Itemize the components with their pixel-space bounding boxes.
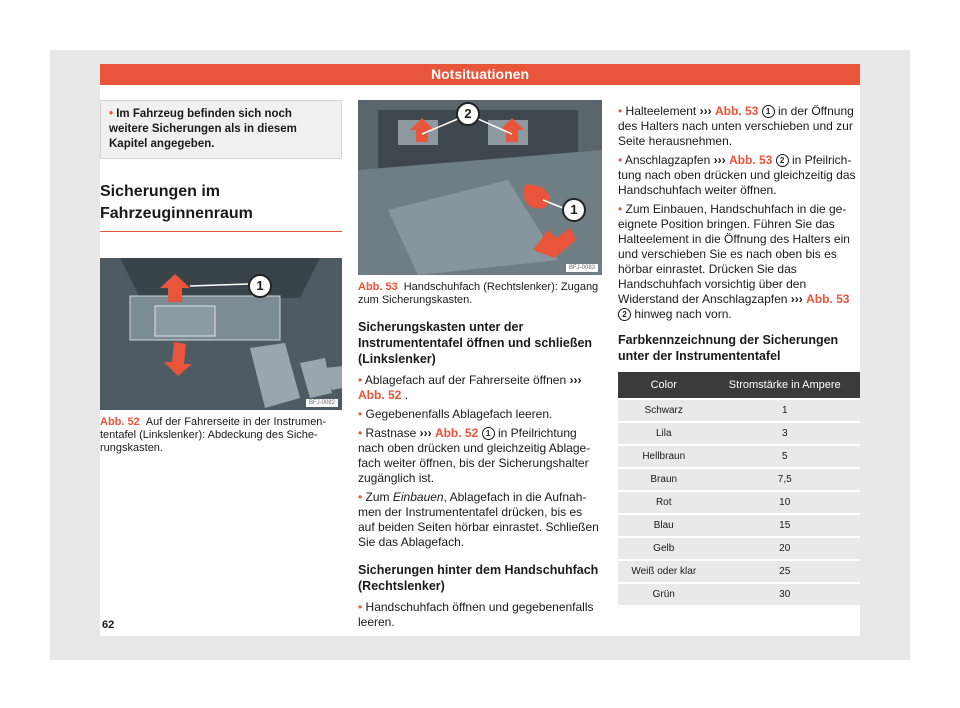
item-emphasis: Einbauen	[392, 490, 444, 504]
bullet: •	[358, 600, 363, 614]
item-text: Zum	[365, 490, 390, 504]
bullet: •	[358, 407, 363, 421]
reference-arrow: ›››	[790, 292, 803, 306]
table-row	[618, 423, 860, 444]
column-right	[618, 100, 860, 607]
subsection-title: Sicherungskasten unter der Instrumententafel öffnen und schließen (Linkslenker)	[358, 320, 593, 366]
callout-number: 1	[482, 427, 495, 440]
list-item	[358, 426, 602, 486]
table-header: Stromstärke in Ampere	[709, 372, 860, 398]
callout-number: 1	[762, 105, 775, 118]
figure-reference-link[interactable]: Abb. 53	[806, 292, 850, 306]
table-row	[618, 561, 860, 582]
list-item	[358, 407, 602, 422]
fuse-color-cell: Hellbraun	[618, 446, 709, 467]
caption-text: Handschuhfach (Rechtslenker): Zugang zum Sicherungskasten.	[358, 281, 599, 306]
figure-reference-link[interactable]: Abb. 52	[358, 388, 402, 402]
reference-arrow: ›››	[713, 153, 726, 167]
instruction-list-lhd	[358, 373, 602, 550]
item-text: in Pfeilrichtung nach oben drücken und gleichzeitig Ablagefach weiter öffnen, bis der Sicherungshalter zugänglich ist.	[358, 426, 591, 485]
table-header: Color	[618, 372, 709, 398]
table-row	[618, 446, 860, 467]
table-row	[618, 515, 860, 536]
bullet: •	[358, 373, 363, 387]
chapter-header: Notsituationen	[100, 64, 860, 85]
item-text: Handschuhfach öffnen und gegebenenfalls leeren.	[358, 600, 594, 629]
figure-52-illustration	[100, 258, 342, 410]
fuse-color-cell: Grün	[618, 584, 709, 605]
bullet: •	[618, 202, 623, 216]
figure-52-caption	[100, 416, 342, 455]
fuse-color-table	[618, 370, 860, 607]
item-text: , Ablagefach in die Aufnahmen der Instrumententafel drücken, bis es auf beiden Seiten hörbar einrastet. Schließen Sie das Ablagefach.	[358, 490, 599, 549]
table-row	[618, 492, 860, 513]
item-text: Ablagefach auf der Fahrerseite öffnen	[364, 373, 567, 387]
column-left	[100, 100, 342, 455]
ampere-cell: 15	[709, 515, 860, 536]
figure-reference-link[interactable]: Abb. 53	[714, 104, 759, 118]
callout-1: 1	[562, 198, 586, 222]
fuse-color-cell: Blau	[618, 515, 709, 536]
ampere-cell: 7,5	[709, 469, 860, 490]
page-number: 62	[102, 619, 115, 631]
callout-number: 2	[776, 154, 789, 167]
item-text: Rastnase	[365, 426, 417, 440]
table-row	[618, 400, 860, 421]
note-box	[100, 100, 342, 159]
list-item	[358, 490, 602, 550]
reference-arrow: ›››	[569, 373, 582, 387]
bullet: •	[358, 490, 363, 504]
figure-53	[358, 100, 602, 275]
figure-53-illustration	[358, 100, 602, 275]
list-item	[618, 104, 860, 149]
note-bullet: •	[109, 108, 114, 120]
ampere-cell: 25	[709, 561, 860, 582]
figure-reference-link[interactable]: Abb. 53	[728, 153, 773, 167]
ampere-cell: 20	[709, 538, 860, 559]
figure-label: Abb. 52	[100, 416, 140, 428]
table-row	[618, 469, 860, 490]
fuse-color-cell: Lila	[618, 423, 709, 444]
reference-arrow: ›››	[419, 426, 432, 440]
ampere-cell: 3	[709, 423, 860, 444]
figure-code: BFJ-0082	[306, 399, 338, 407]
list-item	[618, 202, 860, 322]
bullet: •	[618, 104, 623, 118]
list-item	[358, 373, 602, 403]
item-text: .	[404, 388, 409, 402]
note-text: Im Fahrzeug befinden sich noch weitere Sicherungen als in diesem Kapitel angegeben.	[109, 108, 297, 150]
list-item	[358, 600, 602, 630]
fuse-color-cell: Rot	[618, 492, 709, 513]
fuse-color-cell: Weiß oder klar	[618, 561, 709, 582]
list-item	[618, 153, 860, 198]
callout-1: 1	[248, 274, 272, 298]
item-text: Gegebenenfalls Ablagefach leeren.	[365, 407, 553, 421]
item-text: Zum Einbauen, Handschuhfach in die geeignete Position bringen. Führen Sie das Halteelement in die Öffnung des Halters ein und verschieben Sie es nach oben bis es hörbar einrastet. Drücken Sie das Handschuhfach vorsichtig über den Widerstand der Anschlagzapfen	[618, 202, 850, 306]
figure-53-caption	[358, 281, 602, 307]
figure-52	[100, 258, 342, 410]
callout-number: 2	[618, 308, 631, 321]
reference-arrow: ›››	[699, 104, 712, 118]
instruction-list-rhd-continued	[618, 104, 860, 322]
subsection-title: Sicherungen hinter dem Handschuhfach (Rechtslenker)	[358, 563, 599, 593]
table-row	[618, 584, 860, 605]
fuse-color-cell: Schwarz	[618, 400, 709, 421]
item-text: in Pfeilrichtung nach oben drücken und gleichzeitig das Handschuhfach weiter öffnen.	[618, 153, 856, 197]
fuse-color-cell: Braun	[618, 469, 709, 490]
item-text: hinweg nach vorn.	[634, 307, 732, 321]
item-text: Halteelement	[625, 104, 697, 118]
table-title: Farbkennzeichnung der Sicherungen unter der Instrumententafel	[618, 333, 839, 363]
bullet: •	[358, 426, 363, 440]
item-text: Anschlagzapfen	[624, 153, 711, 167]
column-middle	[358, 100, 602, 634]
ampere-cell: 5	[709, 446, 860, 467]
section-title: Sicherungen im Fahrzeuginnenraum	[100, 181, 342, 232]
caption-text: Auf der Fahrerseite in der Instrumententafel (Linkslenker): Abdeckung des Sicherungskasten.	[100, 416, 327, 454]
figure-reference-link[interactable]: Abb. 52	[434, 426, 479, 440]
instruction-list-rhd	[358, 600, 602, 630]
ampere-cell: 30	[709, 584, 860, 605]
figure-label: Abb. 53	[358, 281, 398, 293]
figure-code: BFJ-0083	[566, 264, 598, 272]
item-text: in der Öffnung des Halters nach unten verschieben und zur Seite herausnehmen.	[618, 104, 854, 148]
ampere-cell: 10	[709, 492, 860, 513]
callout-2: 2	[456, 102, 480, 126]
fuse-color-cell: Gelb	[618, 538, 709, 559]
ampere-cell: 1	[709, 400, 860, 421]
table-row	[618, 538, 860, 559]
bullet: •	[618, 153, 623, 167]
